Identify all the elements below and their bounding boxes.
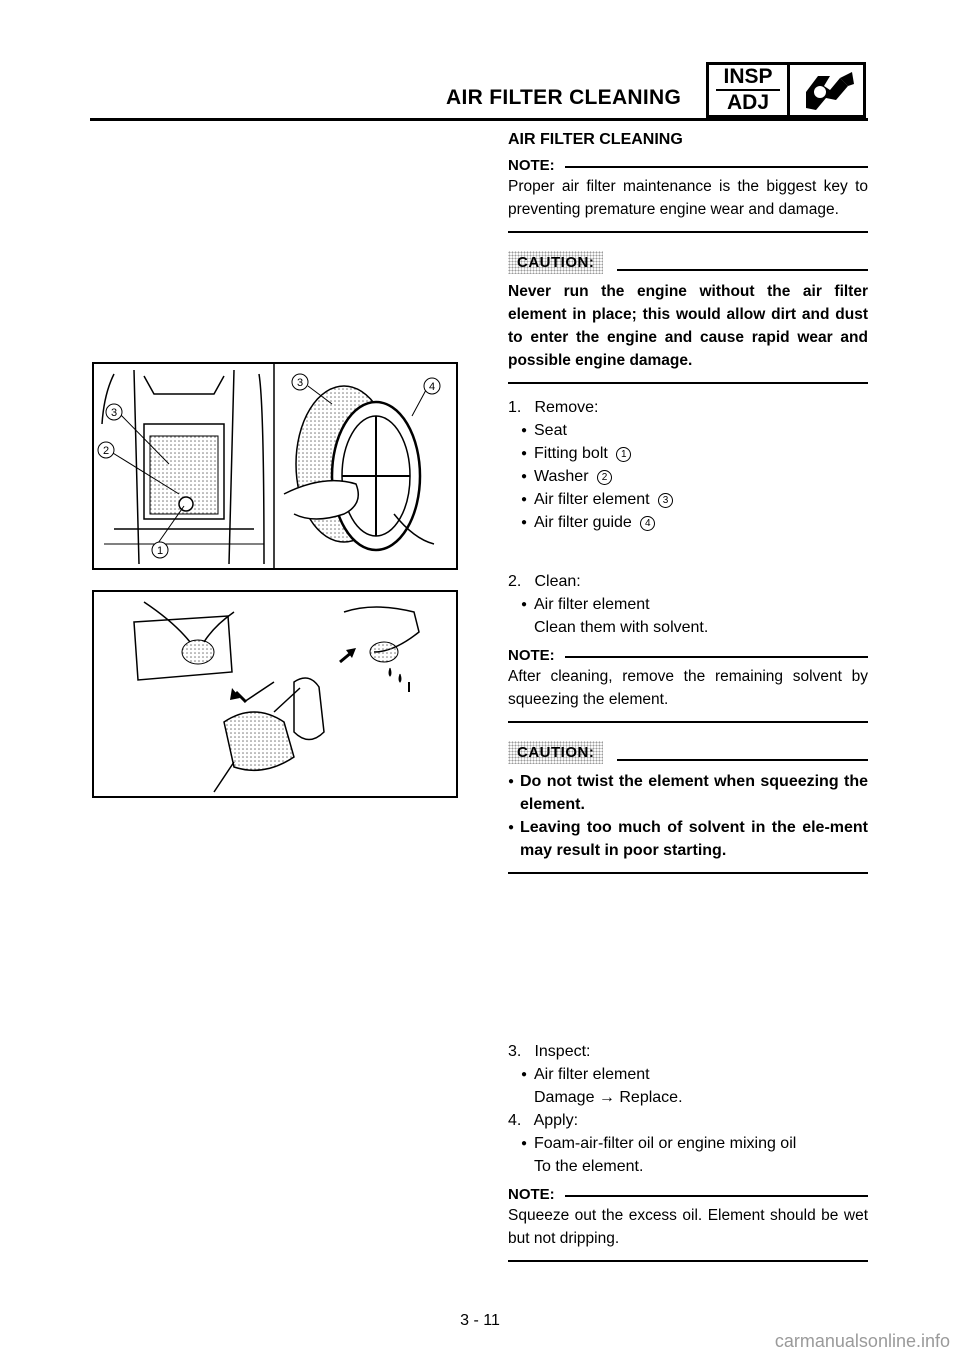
- header-rule: [90, 118, 868, 121]
- note-heading: [508, 1186, 868, 1203]
- svg-text:2: 2: [102, 445, 110, 457]
- figure-filter-removal: [92, 362, 458, 570]
- caution-rule: [508, 382, 868, 384]
- watermark: carmanualsonline.info: [774, 1331, 950, 1351]
- caution-list: [508, 770, 868, 862]
- note-rule: [508, 721, 868, 723]
- svg-text:4: 4: [428, 381, 436, 393]
- note-rule: [508, 1260, 868, 1262]
- ref-number: 3: [658, 493, 673, 508]
- caution-rule: [508, 872, 868, 874]
- wrench-icon: [790, 65, 863, 115]
- step-remove: [508, 396, 868, 534]
- badge-insp-label: INSP: [716, 65, 780, 91]
- callout-3-right: [292, 374, 308, 390]
- page-number: 3 - 11: [460, 1312, 500, 1329]
- svg-text:3: 3: [110, 407, 118, 419]
- step-number: 3.: [508, 1043, 522, 1060]
- step-detail: Clean them with solvent.: [534, 619, 709, 636]
- page-header-title: AIR FILTER CLEANING: [446, 86, 682, 109]
- step-detail: To the element.: [534, 1158, 644, 1175]
- step-action: Clean:: [534, 573, 581, 590]
- caution-label: CAUTION:: [508, 741, 603, 764]
- callout-3-left: [106, 404, 122, 420]
- list-item: ● Air filter guide 4: [508, 511, 868, 534]
- list-item: ● Do not twist the element when squeezing the element.: [508, 770, 868, 816]
- list-item: ● Foam-air-filter oil or engine mixing oil: [508, 1132, 868, 1155]
- badge-adj-label: ADJ: [726, 91, 769, 114]
- content-column: [508, 128, 868, 1262]
- step-number: 1.: [508, 399, 522, 416]
- note-label: NOTE:: [508, 157, 555, 174]
- list-item: ● Air filter element: [508, 1063, 868, 1086]
- caution-heading: [508, 741, 868, 764]
- caution-label: CAUTION:: [508, 251, 603, 274]
- step-apply: [508, 1109, 868, 1178]
- figure-filter-cleaning: [92, 590, 458, 798]
- ref-number: 2: [597, 470, 612, 485]
- note-text: Proper air filter maintenance is the biggest key to preventing premature engine wear and damage.: [508, 178, 868, 218]
- note-heading: [508, 157, 868, 174]
- svg-text:3: 3: [296, 377, 304, 389]
- list-item: ● Air filter element: [508, 593, 868, 616]
- caution-heading: [508, 251, 868, 274]
- step-action: Apply:: [533, 1112, 579, 1129]
- list-item: ● Leaving too much of solvent in the ele-ment may result in poor starting.: [508, 816, 868, 862]
- step-inspect: [508, 1040, 868, 1109]
- list-item: ● Fitting bolt 1: [508, 442, 868, 465]
- note-text: Squeeze out the excess oil. Element should be wet but not dripping.: [508, 1207, 868, 1247]
- step-action: Remove:: [534, 399, 599, 416]
- list-item: ● Washer 2: [508, 465, 868, 488]
- insp-adj-badge: [706, 62, 866, 118]
- note-label: NOTE:: [508, 647, 555, 664]
- caution-text: Never run the engine without the air filter element in place; this would allow dirt and dust to enter the engine and cause rapid wear and possible engine damage.: [508, 283, 868, 369]
- step-detail: Damage → Replace.: [534, 1089, 683, 1106]
- step-action: Inspect:: [534, 1043, 591, 1060]
- note-heading: [508, 647, 868, 664]
- callout-1: [152, 542, 168, 558]
- step-clean: [508, 570, 868, 639]
- svg-text:1: 1: [156, 545, 164, 557]
- ref-number: 4: [640, 516, 655, 531]
- note-text: After cleaning, remove the remaining solvent by squeezing the element.: [508, 668, 868, 708]
- callout-4: [424, 378, 440, 394]
- callout-2: [98, 442, 114, 458]
- step-number: 4.: [508, 1112, 522, 1129]
- list-item: ● Seat: [508, 419, 868, 442]
- section-title: AIR FILTER CLEANING: [508, 131, 683, 148]
- note-label: NOTE:: [508, 1186, 555, 1203]
- step-number: 2.: [508, 573, 522, 590]
- ref-number: 1: [616, 447, 631, 462]
- note-rule: [508, 231, 868, 233]
- list-item: ● Air filter element 3: [508, 488, 868, 511]
